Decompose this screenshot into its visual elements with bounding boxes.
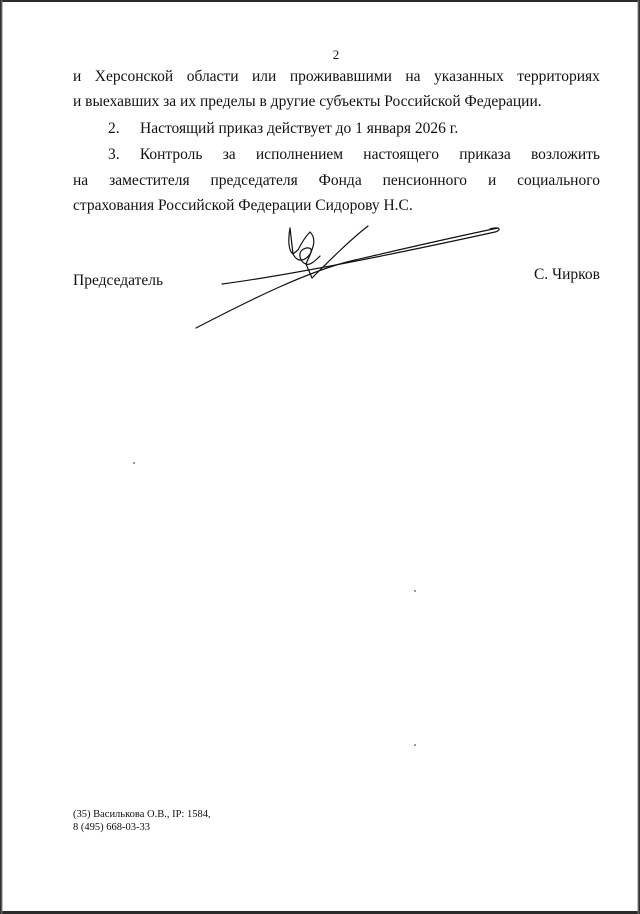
word: заместителя	[109, 172, 190, 189]
item-3-line-1	[108, 145, 600, 165]
word: и	[73, 68, 82, 85]
word: исполнением	[255, 146, 344, 163]
signer-title: Председатель	[73, 272, 164, 289]
word: области	[186, 68, 239, 85]
executor-name: (35) Василькова О.В., IP: 1584,	[73, 809, 211, 820]
page-number: 2	[332, 47, 340, 62]
item-2-number: 2.	[108, 120, 120, 137]
word: проживавшими	[289, 68, 392, 85]
item-3-number: 3.	[108, 146, 120, 163]
item-3-line-2	[73, 171, 600, 191]
word: Херсонской	[94, 68, 174, 85]
word: указанных	[434, 68, 504, 85]
word: приказа	[459, 146, 511, 163]
word: Фонда	[318, 172, 362, 189]
executor-footer	[73, 808, 211, 834]
word: Контроль	[139, 146, 203, 163]
word: на	[405, 68, 421, 85]
word: социального	[517, 172, 600, 189]
word: и	[487, 172, 497, 189]
item-2	[108, 119, 600, 139]
scan-edge-left	[0, 0, 3, 914]
word: на	[73, 172, 89, 189]
scan-edge-top	[0, 0, 640, 2]
word: или	[252, 68, 277, 85]
signer-name: С. Чирков	[533, 266, 600, 283]
scan-speck	[414, 744, 416, 746]
word: за	[222, 146, 236, 163]
paragraph-line-1	[73, 67, 600, 87]
item-3-line-3: страхования Российской Федерации Сидорову Н.С.	[73, 197, 413, 214]
word: настоящего	[363, 146, 440, 163]
executor-phone: 8 (495) 668-03-33	[73, 822, 150, 833]
word: пенсионного	[382, 172, 468, 189]
word: возложить	[530, 146, 600, 163]
scan-speck	[133, 462, 135, 464]
handwritten-signature	[190, 220, 510, 335]
paragraph-line-2: и выехавших за их пределы в другие субъекты Российской Федерации.	[73, 93, 542, 110]
word: председателя	[210, 172, 298, 189]
item-2-text: Настоящий приказ действует до 1 января 2026 г.	[140, 120, 459, 137]
scan-speck	[414, 590, 416, 592]
word: территориях	[517, 68, 600, 85]
